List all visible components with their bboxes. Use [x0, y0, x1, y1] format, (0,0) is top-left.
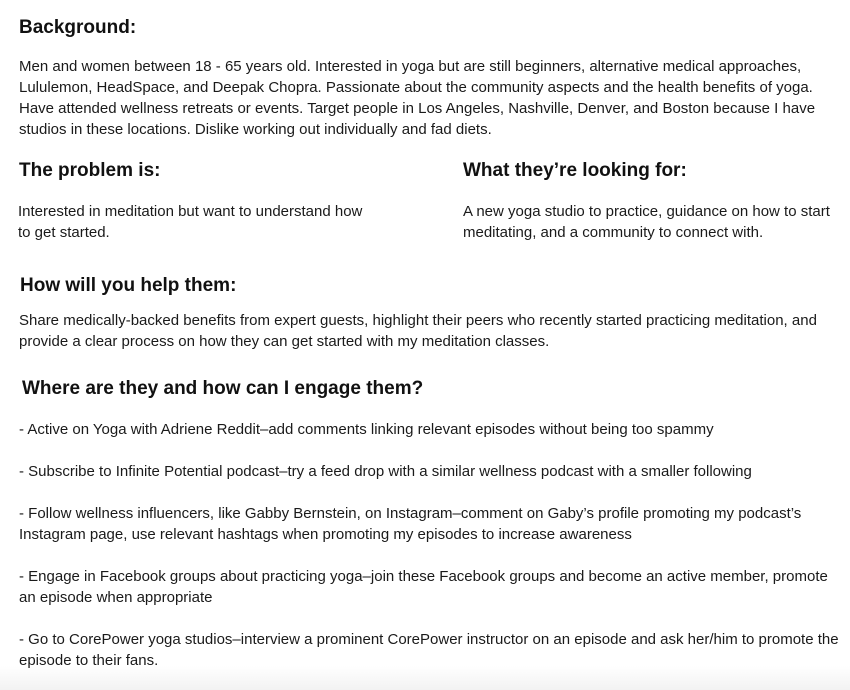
help-text: Share medically-backed benefits from expert guests, highlight their peers who recently started practicing meditation, and provide a clear process on how they can get started with my meditation classes.	[19, 312, 817, 350]
engage-item-corepower: - Go to CorePower yoga studios–interview a prominent CorePower instructor on an episode and ask her/him to promote the episode to their fans.	[19, 631, 839, 669]
engage-item-podcast: - Subscribe to Infinite Potential podcast–try a feed drop with a similar wellness podcast with a smaller following	[19, 463, 752, 480]
looking-for-text: A new yoga studio to practice, guidance on how to start meditating, and a community to connect with.	[463, 203, 830, 241]
engage-item-reddit: - Active on Yoga with Adriene Reddit–add comments linking relevant episodes without being too spammy	[19, 421, 714, 438]
engage-item-facebook: - Engage in Facebook groups about practicing yoga–join these Facebook groups and become an active member, promote an episode when appropriate	[19, 568, 828, 606]
background-text: Men and women between 18 - 65 years old. Interested in yoga but are still beginners, alternative medical approaches, Lululemon, HeadSpace, and Deepak Chopra. Passionate about the community aspects and the health benefits of yoga. Have attended wellness retreats or events. Target people in Los Angeles, Nashville, Denver, and Boston because I have studios in these locations. Dislike working out individually and fad diets.	[19, 58, 816, 138]
problem-text: Interested in meditation but want to understand how to get started.	[18, 203, 363, 241]
help-heading: How will you help them:	[20, 275, 237, 296]
engage-heading: Where are they and how can I engage them?	[22, 378, 424, 399]
engage-list	[19, 419, 839, 690]
problem-heading: The problem is:	[19, 160, 161, 181]
looking-for-heading: What they’re looking for:	[463, 160, 687, 181]
engage-item-instagram: - Follow wellness influencers, like Gabby Bernstein, on Instagram–comment on Gaby’s profile promoting my podcast’s Instagram page, use relevant hashtags when promoting my episodes to increase awareness	[19, 505, 802, 543]
background-heading: Background:	[19, 17, 137, 38]
